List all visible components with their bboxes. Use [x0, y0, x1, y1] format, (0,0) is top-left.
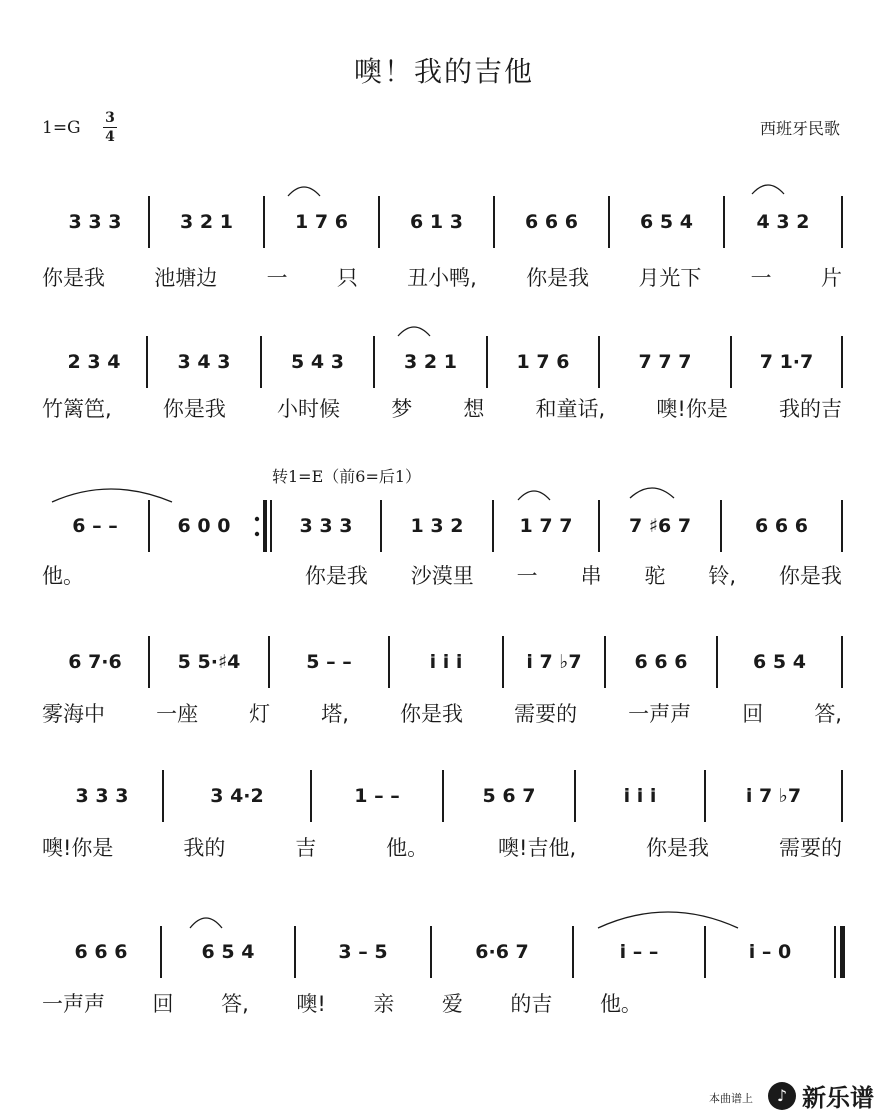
lyric: 竹篱笆, — [42, 397, 112, 421]
measure: 3 4·2 — [210, 785, 264, 807]
lyric: 和童话, — [535, 397, 606, 421]
lyric: 丑小鸭, — [407, 266, 477, 290]
lyric: 你是我 — [42, 266, 105, 290]
lyrics-line-4 — [42, 698, 842, 728]
measure: 6 6 6 — [74, 941, 128, 963]
composer-credit: 西班牙民歌 — [759, 119, 840, 138]
measure: i – 0 — [748, 941, 792, 963]
lyric: 池塘边 — [154, 266, 218, 290]
lyric: 你是我 — [400, 702, 463, 726]
barline — [841, 500, 843, 552]
key-change-marking: 转1=E（前6=后1） — [272, 467, 422, 486]
slur — [190, 918, 222, 928]
lyric: 他。 — [599, 992, 642, 1016]
slur — [518, 491, 550, 500]
measure: 1 3 2 — [410, 515, 464, 537]
measure: 3 4 3 — [177, 351, 231, 373]
lyric: 一 — [516, 564, 538, 588]
lyric: 雾海中 — [42, 702, 105, 726]
lyric: 你是我 — [162, 397, 226, 421]
lyric: 噢!你是 — [42, 836, 114, 860]
measure: 6·6 7 — [475, 941, 529, 963]
measure: i i i — [429, 651, 463, 673]
measure: 7 ♯6 7 — [628, 515, 692, 537]
lyric: 的吉 — [510, 992, 553, 1016]
lyric: 噢!吉他, — [498, 836, 577, 860]
lyrics-line-3 — [42, 560, 842, 590]
measure: 6 6 6 — [755, 515, 808, 537]
lyric: 沙漠里 — [410, 564, 474, 588]
lyric: 回 — [152, 992, 174, 1016]
lyric: 想 — [463, 397, 485, 421]
measure: 6 1 3 — [410, 211, 463, 233]
lyric: 你是我 — [646, 836, 710, 860]
lyric: 一声声 — [42, 992, 105, 1016]
lyric: 一 — [750, 266, 772, 290]
lyric: 梦 — [391, 397, 413, 421]
lyric: 我的吉 — [779, 397, 842, 421]
slur — [288, 187, 320, 196]
music-note-icon: ♪ — [768, 1082, 796, 1110]
measure: 1 7 7 — [519, 515, 573, 537]
time-fraction-line — [103, 127, 117, 128]
measure: 6 5 4 — [201, 941, 255, 963]
measure: 7 7 7 — [638, 351, 692, 373]
lyric: 塔, — [321, 702, 349, 726]
tie — [52, 489, 172, 502]
lyric: 爱 — [441, 992, 463, 1016]
lyric: 他。 — [386, 836, 429, 860]
lyric: 月光下 — [638, 266, 702, 290]
lyric: 噢! — [296, 992, 326, 1016]
lyric: 只 — [336, 266, 358, 290]
measure: 1 7 6 — [516, 351, 570, 373]
lyric: 片 — [820, 266, 842, 290]
lyric: 他。 — [42, 564, 84, 588]
time-signature — [103, 110, 117, 145]
measure: 5 6 7 — [482, 785, 536, 807]
measure: 1 – – — [354, 785, 400, 807]
lyric: 答, — [814, 702, 842, 726]
notation-line-2 — [0, 342, 888, 382]
measure: i 7 ♭7 — [526, 651, 582, 673]
slur — [752, 185, 784, 194]
measure: i 7 ♭7 — [745, 785, 802, 807]
lyric: 小时候 — [277, 397, 341, 421]
lyric: 噢!你是 — [656, 397, 728, 421]
lyrics-line-5 — [42, 832, 842, 862]
lyric: 回 — [742, 702, 764, 726]
barline — [841, 770, 843, 822]
barline — [841, 636, 843, 688]
measure: 3 3 3 — [299, 515, 353, 537]
lyric: 答, — [221, 992, 249, 1016]
measure: 3 3 3 — [75, 785, 129, 807]
notation-line-5 — [0, 776, 888, 816]
key-signature: 1=G — [42, 118, 81, 138]
measure: 4 3 2 — [756, 211, 810, 233]
measure: 5 – – — [306, 651, 352, 673]
tie — [598, 912, 738, 928]
measure: i i i — [623, 785, 657, 807]
measure: 3 – 5 — [338, 941, 388, 963]
measure: 3 2 1 — [404, 351, 457, 373]
time-denominator: 4 — [105, 129, 115, 145]
lyric: 一 — [266, 266, 288, 290]
lyric: 铃, — [708, 564, 737, 588]
lyric: 驼 — [644, 564, 666, 588]
measure: 6 – – — [72, 515, 118, 537]
time-numerator: 3 — [105, 110, 115, 126]
footer-note: 本曲谱上 — [709, 1092, 753, 1105]
notation-line-1 — [0, 202, 888, 242]
lyric: 需要的 — [514, 702, 578, 726]
measure: 6 0 0 — [177, 515, 231, 537]
measure: 6 5 4 — [640, 211, 693, 233]
measure: 3 2 1 — [180, 211, 233, 233]
lyric: 灯 — [249, 702, 271, 726]
lyrics-line-1 — [42, 262, 842, 292]
lyric: 吉 — [295, 836, 317, 860]
lyric: 亲 — [373, 992, 395, 1016]
lyrics-line-6 — [42, 988, 642, 1018]
brand-name: 新乐谱 — [802, 1084, 874, 1112]
notation-line-3 — [0, 506, 888, 546]
measure: 6 7·6 — [68, 651, 122, 673]
lyric: 我的 — [183, 836, 226, 860]
barline — [841, 196, 843, 248]
lyric: 串 — [580, 564, 602, 588]
notation-line-4 — [0, 642, 888, 682]
measure: 6 6 6 — [634, 651, 688, 673]
repeat-barline — [263, 500, 267, 552]
brand-logo-group — [768, 1078, 874, 1113]
lyric: 你是我 — [778, 564, 842, 588]
lyric: 你是我 — [304, 564, 368, 588]
lyric: 一声声 — [628, 702, 692, 726]
measure: 5 4 3 — [291, 351, 344, 373]
measure: 5 5·♯4 — [177, 651, 241, 673]
measure: 6 6 6 — [525, 211, 578, 233]
lyric: 你是我 — [526, 266, 590, 290]
measure: 6 5 4 — [753, 651, 806, 673]
barline — [841, 336, 843, 388]
final-barline-thick — [840, 926, 845, 978]
measure: 1 7 6 — [295, 211, 348, 233]
lyrics-line-2 — [42, 393, 842, 423]
measure: 3 3 3 — [68, 211, 122, 233]
lyric: 一座 — [156, 702, 199, 726]
notation-line-6 — [0, 932, 888, 972]
measure: i – – — [619, 941, 659, 963]
final-barline-thin — [834, 926, 836, 978]
page-title: 噢！我的吉他 — [353, 55, 534, 88]
slur — [630, 488, 674, 498]
measure: 2 3 4 — [67, 351, 121, 373]
lyric: 需要的 — [778, 836, 842, 860]
slur — [398, 327, 430, 336]
measure: 7 1·7 — [759, 351, 814, 373]
